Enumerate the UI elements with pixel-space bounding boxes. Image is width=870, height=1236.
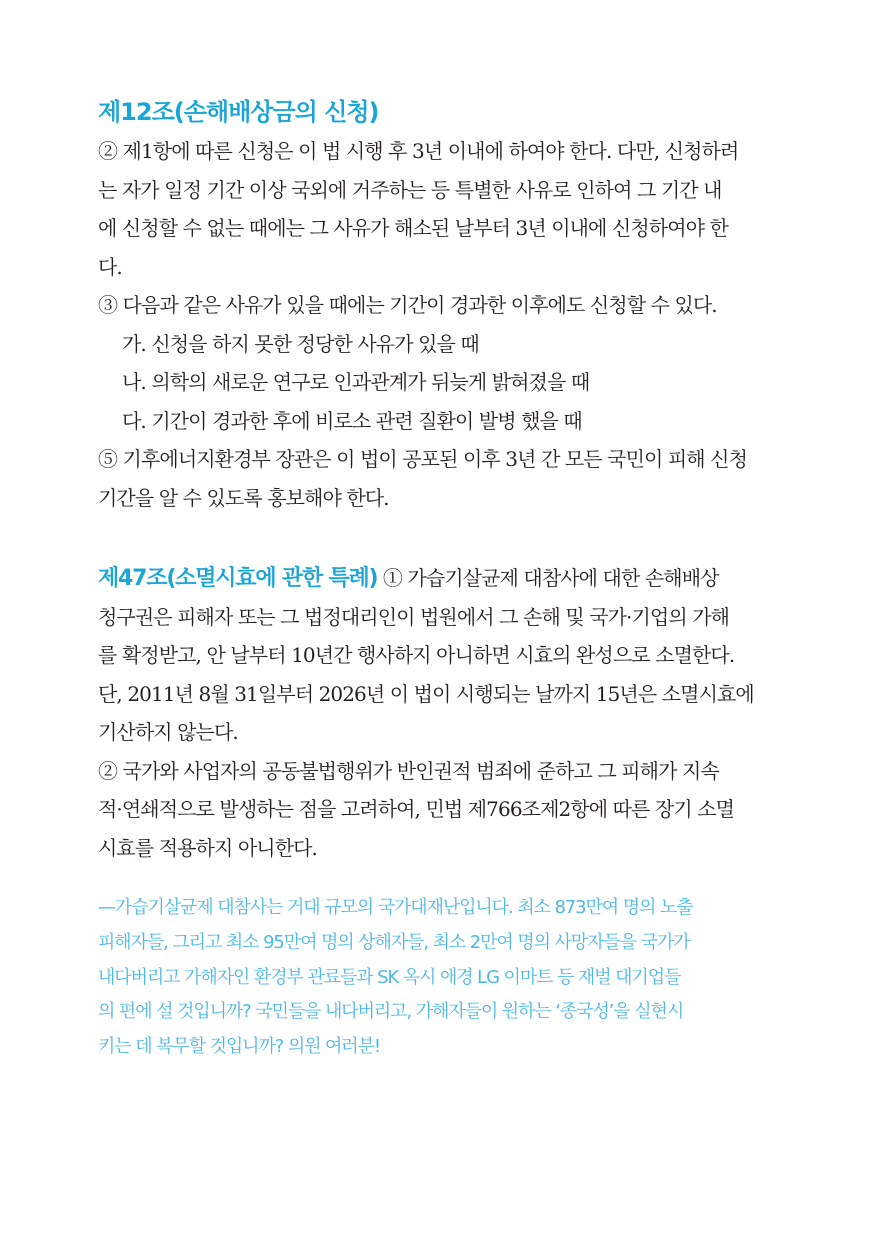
document-page (98, 92, 778, 1065)
closing-statement (98, 891, 778, 1065)
paragraph-line: ② 국가와 사업자의 공동불법행위가 반인권적 범죄에 준하고 그 피해가 지속 (98, 758, 719, 783)
article-47-body (98, 559, 778, 867)
section-spacer (98, 517, 778, 559)
paragraph-line: 기간을 알 수 있도록 홍보해야 한다. (98, 485, 389, 510)
paragraph-line: 는 자가 일정 기간 이상 국외에 거주하는 등 특별한 사유로 인하여 그 기간 내 (98, 177, 722, 202)
article-12-title: 제12조(손해배상금의 신청) (98, 98, 379, 126)
paragraph-line: 단, 2011년 8월 31일부터 2026년 이 법이 시행되는 날까지 15년은 소멸시효에 (98, 681, 754, 706)
quote-line: —가습기살균제 대참사는 거대 규모의 국가대재난입니다. 최소 873만여 명의 노출 (98, 897, 693, 918)
article-47-title: 제47조(소멸시효에 관한 특례) (98, 566, 378, 591)
quote-line: 피해자들, 그리고 최소 95만여 명의 상해자들, 최소 2만여 명의 사망자들을 국가가 (98, 931, 690, 953)
paragraph-line: ② 제1항에 따른 신청은 이 법 시행 후 3년 이내에 하여야 한다. 다만, 신청하려 (98, 139, 739, 163)
list-item: 나. 의학의 새로운 연구로 인과관계가 뒤늦게 밝혀졌을 때 (122, 370, 590, 394)
section-spacer (98, 867, 778, 891)
quote-line: 내다버리고 가해자인 환경부 관료들과 SK 옥시 애경 LG 이마트 등 재벌 대기업들 (98, 966, 681, 988)
paragraph-line: ③ 다음과 같은 사유가 있을 때에는 기간이 경과한 이후에도 신청할 수 있다. (98, 293, 717, 317)
list-item: 가. 신청을 하지 못한 정당한 사유가 있을 때 (122, 331, 479, 356)
paragraph-line: 청구권은 피해자 또는 그 법정대리인이 법원에서 그 손해 및 국가·기업의 가해 (98, 604, 730, 629)
paragraph-line: 를 확정받고, 안 날부터 10년간 행사하지 아니하면 시효의 완성으로 소멸한다. (98, 643, 735, 667)
list-item: 다. 기간이 경과한 후에 비로소 관련 질환이 발병 했을 때 (122, 408, 582, 433)
paragraph-line: 에 신청할 수 없는 때에는 그 사유가 해소된 날부터 3년 이내에 신청하여야 한 (98, 216, 728, 240)
paragraph-line: 다. (98, 254, 122, 279)
quote-line: 의 편에 설 것입니까? 국민들을 내다버리고, 가해자들이 원하는 ‘종국성’을 실현시 (98, 1001, 684, 1023)
paragraph-line: 기산하지 않는다. (98, 720, 238, 744)
paragraph-line: 시효를 적용하지 아니한다. (98, 835, 317, 860)
paragraph-line: 적·연쇄적으로 발생하는 점을 고려하여, 민법 제766조제2항에 따른 장기 소멸 (98, 797, 735, 821)
article-47-first-line (98, 559, 778, 598)
paragraph-line: ⑤ 기후에너지환경부 장관은 이 법이 공포된 이후 3년 간 모든 국민이 피해 신청 (98, 447, 748, 471)
quote-line: 키는 데 복무할 것입니까? 의원 여러분! (98, 1036, 380, 1058)
article-47-first-line-text: ① 가습기살균제 대참사에 대한 손해배상 (377, 566, 719, 590)
article-12-body (98, 132, 778, 517)
